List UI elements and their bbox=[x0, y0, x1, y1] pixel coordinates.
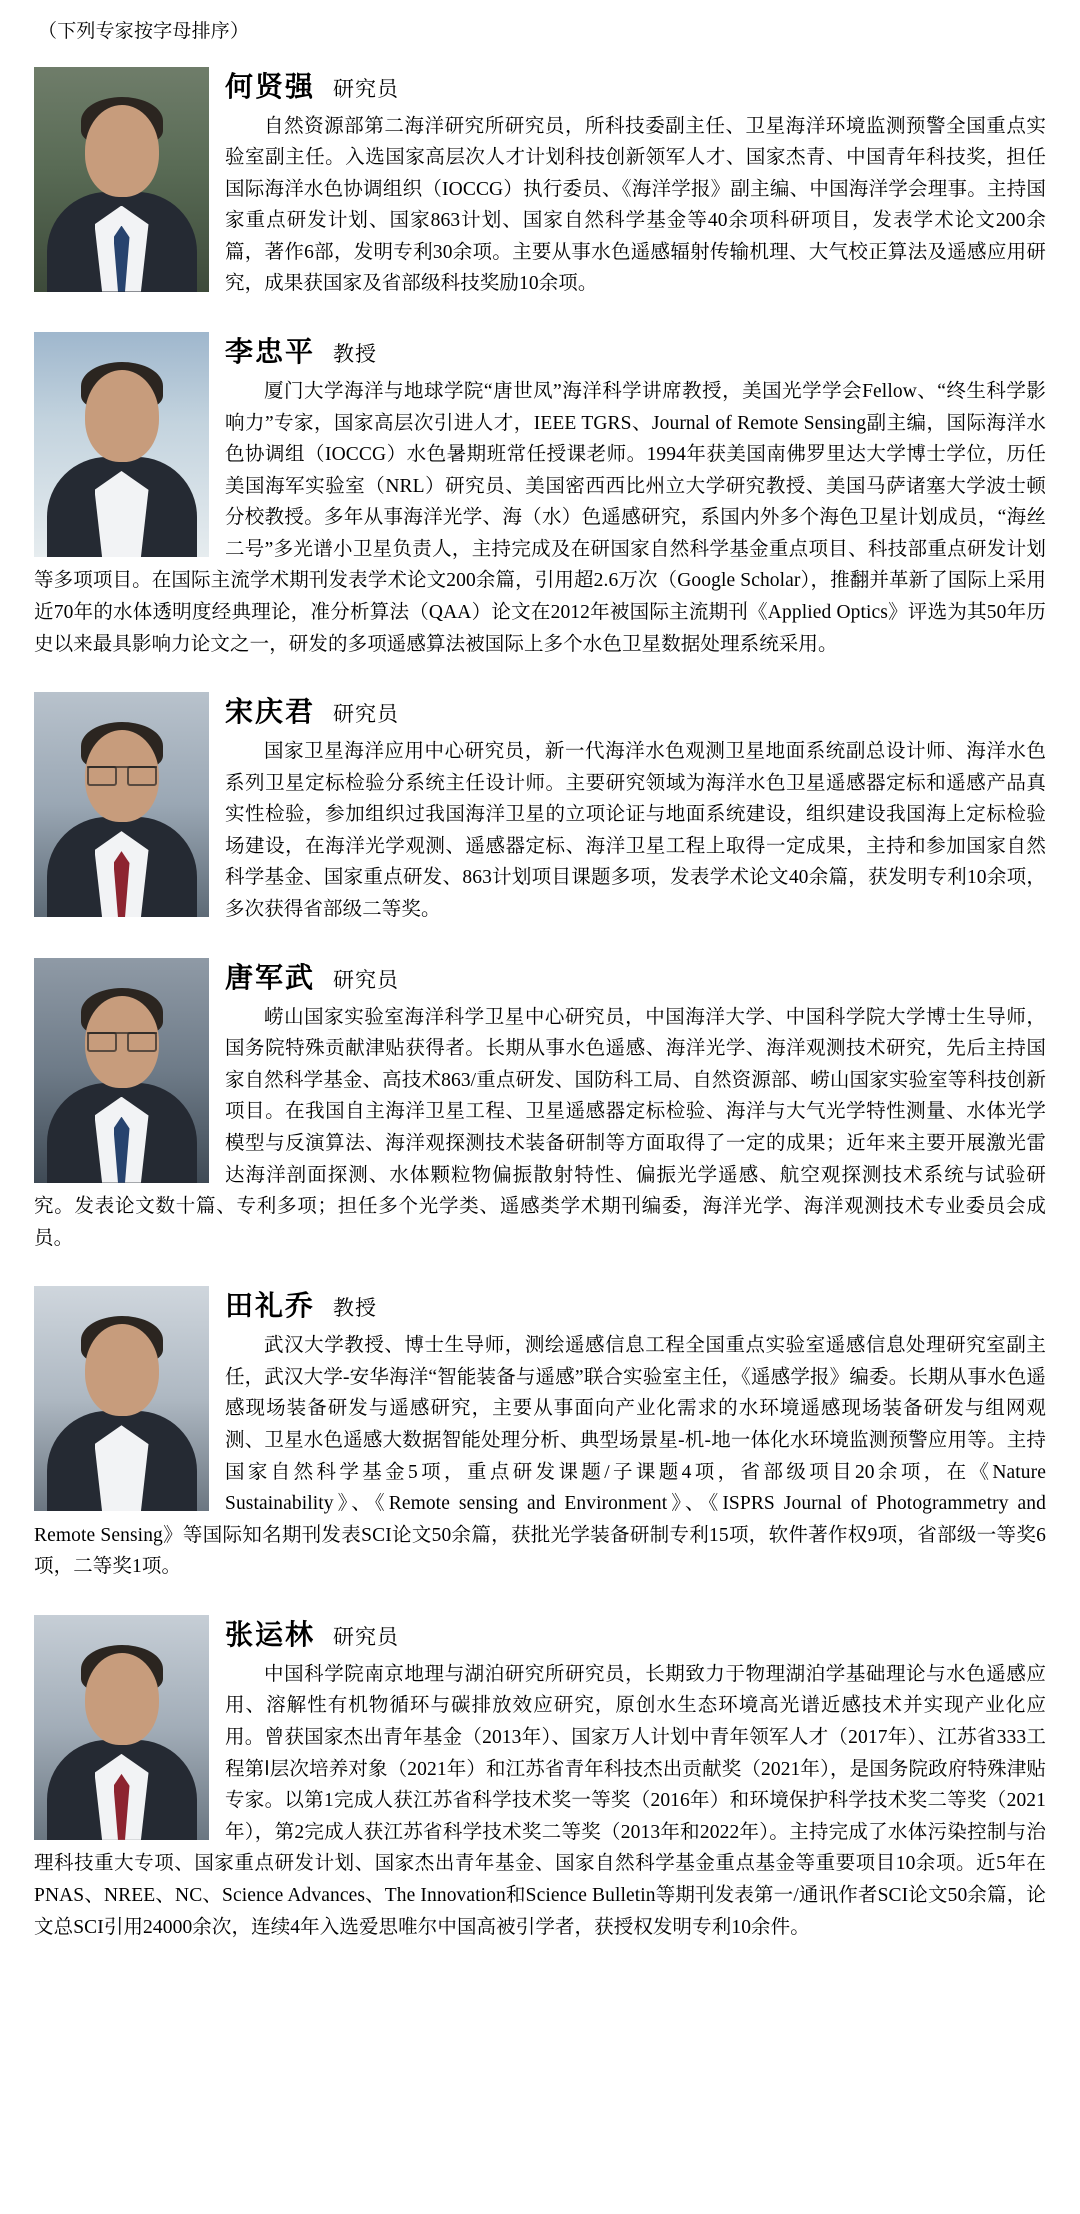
expert-title: 研究员 bbox=[333, 702, 400, 727]
expert-photo bbox=[34, 67, 209, 292]
sort-note: （下列专家按字母排序） bbox=[38, 21, 250, 42]
expert-title: 研究员 bbox=[333, 76, 400, 101]
expert-title: 教授 bbox=[333, 341, 378, 366]
expert-name: 李忠平 bbox=[225, 336, 316, 368]
expert-entry bbox=[34, 1609, 1046, 1943]
expert-entry bbox=[34, 1280, 1046, 1583]
expert-name: 唐军武 bbox=[225, 962, 316, 994]
expert-entry bbox=[34, 952, 1046, 1255]
expert-photo bbox=[34, 1286, 209, 1511]
expert-photo bbox=[34, 692, 209, 917]
expert-entry bbox=[34, 61, 1046, 300]
expert-title: 教授 bbox=[333, 1296, 378, 1321]
expert-name: 宋庆君 bbox=[225, 697, 316, 729]
expert-entry bbox=[34, 326, 1046, 660]
expert-photo bbox=[34, 332, 209, 557]
expert-photo bbox=[34, 1615, 209, 1840]
expert-photo bbox=[34, 958, 209, 1183]
expert-bio: 厦门大学海洋与地球学院“唐世凤”海洋科学讲席教授，美国光学学会Fellow、“终生科学影响力”专家，国家高层次引进人才，IEEE TGRS、Journal of Remote Sensing副主编，国际海洋水色协调组（IOCCG）水色暑期班常任授课老师。1994年获美国南佛罗里达大学博士学位，历任美国海军实验室（NRL）研究员、美国密西西比州立大学研究教授、美国马萨诸塞大学波士顿分校教授。多年从事海洋光学、海（水）色遥感研究，系国内外多个海色卫星计划成员，“海丝二号”多光谱小卫星负责人，主持完成及在研国家自然科学基金重点项目、科技部重点研发计划等多项项目。在国际主流学术期刊发表学术论文200余篇，引用超2.6万次（Google Scholar），推翻并革新了国际上采用近70年的水体透明度经典理论，准分析算法（QAA）论文在2012年被国际主流期刊《Applied Optics》评选为其50年历史以来最具影响力论文之一，研发的多项遥感算法被国际上多个水色卫星数据处理系统采用。 bbox=[34, 380, 1046, 655]
expert-bio: 国家卫星海洋应用中心研究员，新一代海洋水色观测卫星地面系统副总设计师、海洋水色系列卫星定标检验分系统主任设计师。主要研究领域为海洋水色卫星遥感器定标和遥感产品真实性检验，参加组织过我国海洋卫星的立项论证与地面系统建设，组织建设我国海上定标检验场建设，在海洋光学观测、遥感器定标、海洋卫星工程上取得一定成果，主持和参加国家自然科学基金、国家重点研发、863计划项目课题多项，发表学术论文40余篇，获发明专利10余项，多次获得省部级二等奖。 bbox=[225, 741, 1046, 921]
expert-bio: 中国科学院南京地理与湖泊研究所研究员，长期致力于物理湖泊学基础理论与水色遥感应用、溶解性有机物循环与碳排放效应研究，原创水生态环境高光谱近感技术并实现产业化应用。曾获国家杰出青年基金（2013年）、国家万人计划中青年领军人才（2017年）、江苏省333工程第ا层次培养对象（2021年）和江苏省青年科技杰出贡献奖（2021年），是国务院政府特殊津贴专家。以第1完成人获江苏省科学技术奖一等奖（2016年）和环境保护科学技术奖二等奖（2021年），第2完成人获江苏省科学技术奖二等奖（2013年和2022年）。主持完成了水体污染控制与治理科技重大专项、国家重点研发计划、国家杰出青年基金、国家自然科学基金重点基金等重要项目10余项。近5年在PNAS、NREE、NC、Science Advances、The Innovation和Science Bulletin等期刊发表第一/通讯作者SCI论文50余篇，论文总SCI引用24000余次，连续4年入选爱思唯尔中国高被引学者，获授权发明专利10余件。 bbox=[34, 1663, 1046, 1938]
expert-title: 研究员 bbox=[333, 967, 400, 992]
expert-entry bbox=[34, 686, 1046, 925]
expert-name: 何贤强 bbox=[225, 71, 316, 103]
expert-bio: 自然资源部第二海洋研究所研究员，所科技委副主任、卫星海洋环境监测预警全国重点实验室副主任。入选国家高层次人才计划科技创新领军人才、国家杰青、中国青年科技奖，担任国际海洋水色协调组织（IOCCG）执行委员、《海洋学报》副主编、中国海洋学会理事。主持国家重点研发计划、国家863计划、国家自然科学基金等40余项科研项目，发表学术论文200余篇，著作6部，发明专利30余项。主要从事水色遥感辐射传输机理、大气校正算法及遥感应用研究，成果获国家及省部级科技奖励10余项。 bbox=[225, 115, 1046, 295]
expert-bio: 武汉大学教授、博士生导师，测绘遥感信息工程全国重点实验室遥感信息处理研究室副主任，武汉大学-安华海洋“智能装备与遥感”联合实验室主任，《遥感学报》编委。长期从事水色遥感现场装备研发与遥感研究，主要从事面向产业化需求的水环境遥感现场装备研发与组网观测、卫星水色遥感大数据智能处理分析、典型场景星-机-地一体化水环境监测预警应用等。主持国家自然科学基金5项，重点研发课题/子课题4项，省部级项目20余项，在《Nature Sustainability》、《Remote sensing and Environment》、《ISPRS Journal of Photogrammetry and Remote Sensing》等国际知名期刊发表SCI论文50余篇，获批光学装备研制专利15项，软件著作权9项，省部级一等奖6项，二等奖1项。 bbox=[34, 1335, 1046, 1578]
expert-bio: 崂山国家实验室海洋科学卫星中心研究员，中国海洋大学、中国科学院大学博士生导师，国务院特殊贡献津贴获得者。长期从事水色遥感、海洋光学、海洋观测技术研究，先后主持国家自然科学基金、高技术863/重点研发、国防科工局、自然资源部、崂山国家实验室等科技创新项目。在我国自主海洋卫星工程、卫星遥感器定标检验、海洋与大气光学特性测量、水体光学模型与反演算法、海洋观探测技术装备研制等方面取得了一定的成果；近年来主要开展激光雷达海洋剖面探测、水体颗粒物偏振散射特性、偏振光学遥感、航空观探测技术系统与试验研究。发表论文数十篇、专利多项；担任多个光学类、遥感类学术期刊编委，海洋光学、海洋观测技术专业委员会成员。 bbox=[34, 1006, 1046, 1249]
expert-name: 张运林 bbox=[225, 1619, 316, 1651]
expert-title: 研究员 bbox=[333, 1624, 400, 1649]
expert-name: 田礼乔 bbox=[225, 1291, 316, 1323]
